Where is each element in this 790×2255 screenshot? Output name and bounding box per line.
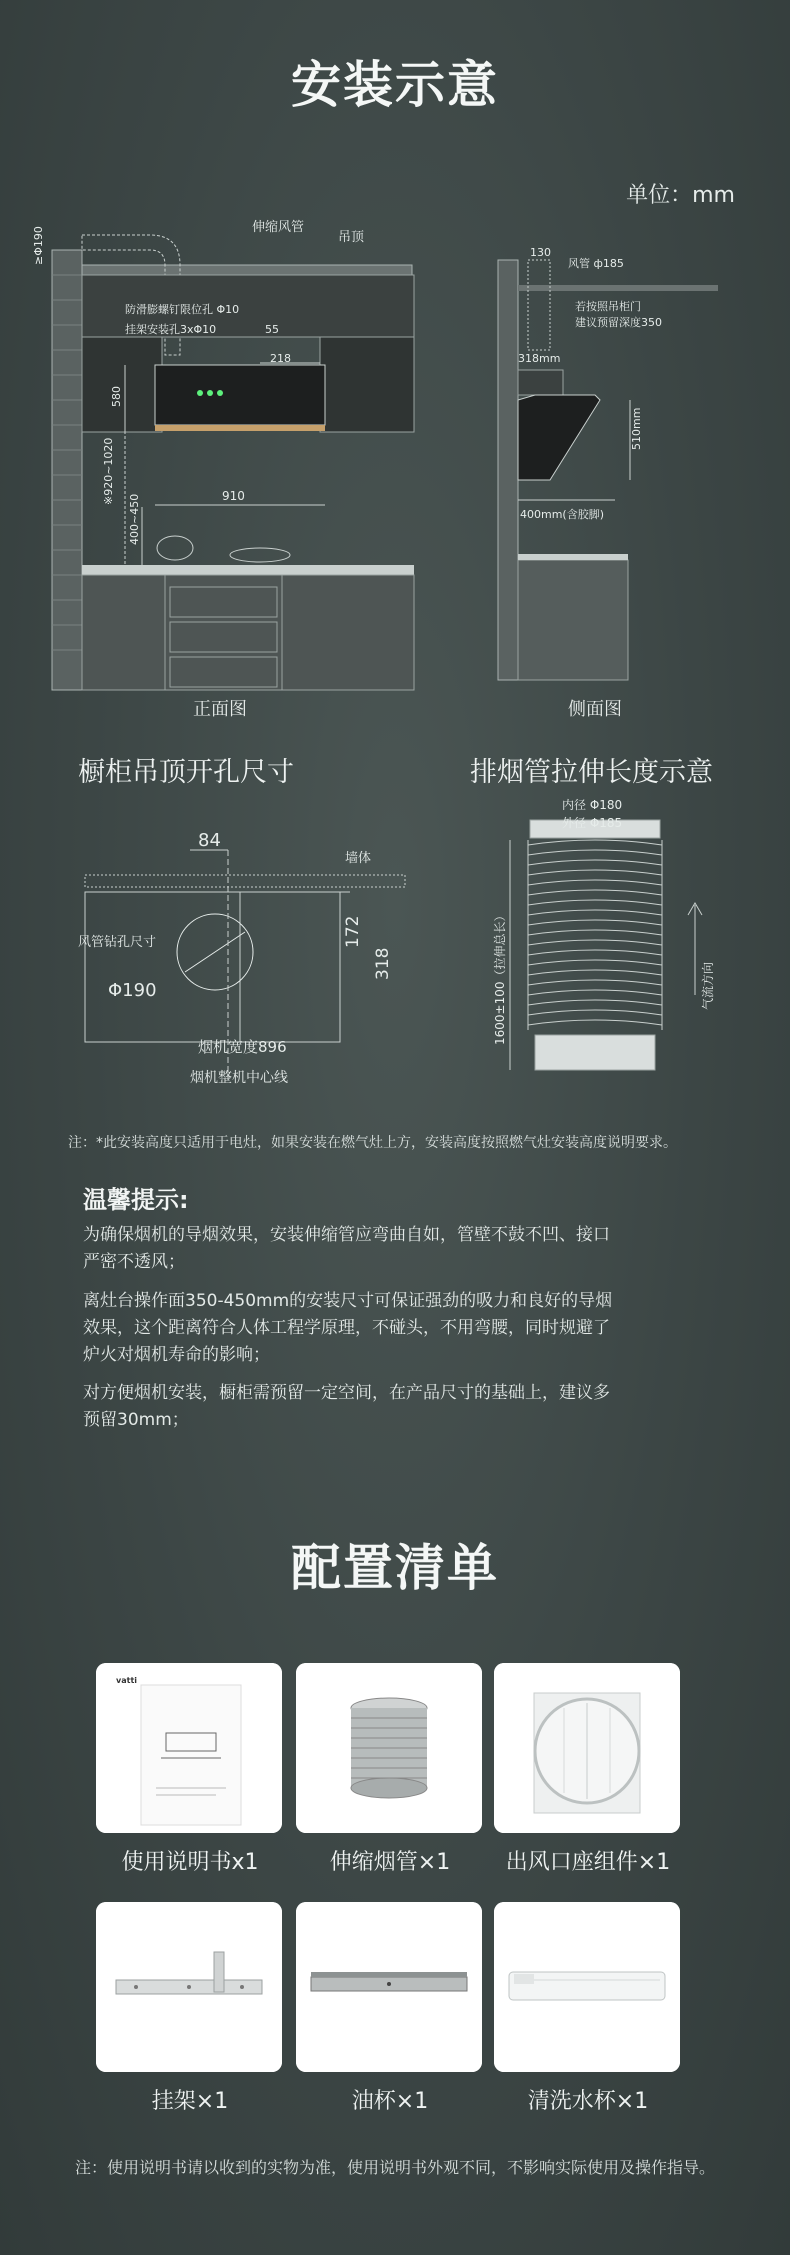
centerline-label: 烟机整机中心线 xyxy=(190,1070,288,1086)
dim-910: 910 xyxy=(222,489,245,503)
install-title: 安装示意 xyxy=(291,56,499,114)
width-label: 烟机宽度896 xyxy=(198,1038,287,1056)
manual-brand: vatti xyxy=(116,1676,138,1685)
front-view-caption: 正面图 xyxy=(193,699,247,720)
unit-label: 单位：mm xyxy=(626,183,735,208)
bracket-icon xyxy=(96,1902,282,2072)
length-label: 1600±100（拉伸总长） xyxy=(493,909,507,1045)
duct-icon xyxy=(296,1663,482,1833)
dim-400: 400~450 xyxy=(128,493,141,545)
bracket-card xyxy=(96,1902,282,2072)
config-item-label: 出风口座组件×1 xyxy=(505,1850,671,1875)
dim-510: 510mm xyxy=(630,407,643,450)
cabinet-hole-diagram xyxy=(70,820,410,1100)
oil-cup-icon xyxy=(296,1902,482,2072)
dim-84: 84 xyxy=(198,830,221,851)
water-cup-card xyxy=(494,1902,680,2072)
hanger-hole-label: 挂架安装孔3xΦ10 xyxy=(125,323,217,336)
config-item-label: 使用说明书x1 xyxy=(121,1850,259,1875)
inner-diameter: 内径 Φ180 xyxy=(562,798,623,812)
dim-920: ※920~1020 xyxy=(102,437,115,505)
outlet-card xyxy=(494,1663,680,1833)
oil-cup-card xyxy=(296,1902,482,2072)
dim-400-side: 400mm(含胶脚) xyxy=(520,508,605,521)
dim-318-hole: 318 xyxy=(373,947,393,980)
cabinet-note-2: 建议预留深度350 xyxy=(575,316,662,329)
tip-item: 离灶台操作面350-450mm的安装尺寸可保证强劲的吸力和良好的导烟效果，这个距离符合人体工程学原理，不碰头，不用弯腰，同时规避了炉火对烟机寿命的影响； xyxy=(83,1291,613,1365)
outer-diameter: 外径 Φ185 xyxy=(562,816,623,830)
antislip-label: 防滑膨螺钉限位孔 Φ10 xyxy=(125,303,240,316)
manual-card xyxy=(96,1663,282,1833)
dim-190: ≥Φ190 xyxy=(32,226,45,265)
dim-318: 318mm xyxy=(518,352,561,365)
cabinet-hole-title: 橱柜吊顶开孔尺寸 xyxy=(78,757,294,788)
front-view-diagram xyxy=(30,215,430,695)
cabinet-note-1: 若按照吊柜门 xyxy=(575,300,641,313)
duct-card xyxy=(296,1663,482,1833)
outlet-icon xyxy=(494,1663,680,1833)
dim-218: 218 xyxy=(270,352,291,365)
tip-item: 为确保烟机的导烟效果，安装伸缩管应弯曲自如，管壁不鼓不凹、接口严密不透风； xyxy=(83,1225,610,1272)
config-item-label: 清洗水杯×1 xyxy=(527,2089,649,2114)
dim-55: 55 xyxy=(265,323,279,336)
duct-185-label: 风管 ф185 xyxy=(568,257,624,270)
duct-stretch-title: 排烟管拉伸长度示意 xyxy=(470,757,713,788)
side-view-diagram xyxy=(490,240,750,690)
flow-label: 气流方向 xyxy=(701,961,715,1010)
config-item-label: 伸缩烟管×1 xyxy=(329,1850,451,1875)
install-note: 注：*此安装高度只适用于电灶，如果安装在燃气灶上方，安装高度按照燃气灶安装高度说明要求。 xyxy=(68,1135,677,1151)
drill-label: 风管钻孔尺寸 xyxy=(78,935,157,950)
wall-label: 墙体 xyxy=(345,851,372,866)
config-footnote: 注：使用说明书请以收到的实物为准，使用说明书外观不同，不影响实际使用及操作指导。 xyxy=(74,2158,715,2177)
tip-item: 对方便烟机安装，橱柜需预留一定空间，在产品尺寸的基础上，建议多预留30mm； xyxy=(83,1383,610,1430)
manual-icon xyxy=(96,1663,282,1833)
config-item-label: 挂架×1 xyxy=(151,2089,229,2114)
tips-title: 温馨提示: xyxy=(83,1186,189,1214)
water-cup-icon xyxy=(494,1902,680,2072)
config-item-label: 油杯×1 xyxy=(351,2089,429,2114)
duct-label: 伸缩风管 xyxy=(252,220,305,235)
side-view-caption: 侧面图 xyxy=(568,699,622,720)
dim-130: 130 xyxy=(530,246,551,259)
dim-580: 580 xyxy=(110,386,123,407)
duct-stretch-diagram xyxy=(490,795,750,1095)
config-title: 配置清单 xyxy=(291,1539,499,1597)
ceiling-label: 吊顶 xyxy=(338,230,365,245)
dim-172: 172 xyxy=(343,915,363,948)
dim-phi190: Φ190 xyxy=(108,980,157,1001)
